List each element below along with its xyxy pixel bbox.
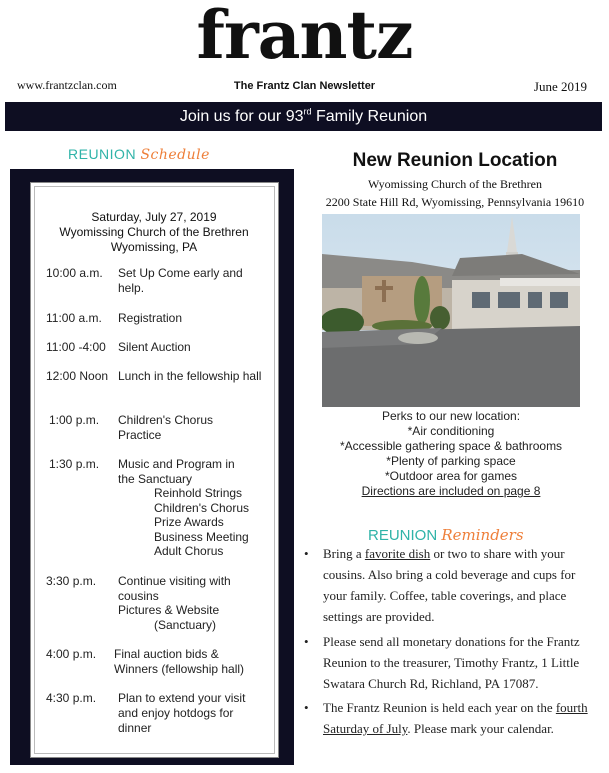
schedule-desc: Set Up Come early and help.: [118, 266, 243, 295]
reminder-text: Please send all monetary donations for the Frantz Reunion to the treasurer, Timothy Frantz, 1 Little Swatara Church Rd, Richland, PA 17087.: [323, 634, 580, 691]
schedule-desc: [118, 574, 253, 604]
schedule-event-header: [36, 210, 272, 255]
issue-date: June 2019: [533, 79, 587, 94]
reminder-item: [304, 543, 590, 627]
church-photo-illustration: [322, 214, 580, 407]
directions-link[interactable]: Directions are included on page 8: [361, 484, 541, 498]
location-title: New Reunion Location: [352, 150, 558, 171]
bullet-icon: •: [304, 634, 309, 649]
schedule-time: 4:00 p.m.: [46, 647, 97, 661]
schedule-heading-word2: Schedule: [140, 147, 210, 163]
location-address: [310, 175, 600, 211]
schedule-heading-word1: REUNION: [68, 146, 137, 162]
schedule-time: 10:00 a.m.: [46, 266, 103, 280]
newsletter-title: frantz: [196, 0, 413, 74]
location-perks: [322, 409, 580, 499]
banner-text-end: Family Reunion: [311, 108, 428, 125]
schedule-desc-extra: (Sanctuary): [154, 618, 217, 632]
schedule-desc: Registration: [118, 311, 183, 325]
bullet-icon: •: [304, 700, 309, 715]
banner-text: Join us for our 93: [179, 108, 304, 125]
venue-name: Wyomissing Church of the Brethren: [368, 177, 542, 191]
venue-street: 2200 State Hill Rd, Wyomissing, Pennsylvania 19610: [325, 195, 585, 209]
reminders-heading: [368, 526, 524, 544]
schedule-desc: Music and Program in the Sanctuary: [118, 457, 235, 486]
reminder-item: [304, 631, 590, 694]
schedule-time: 12:00 Noon: [46, 369, 109, 383]
schedule-desc: Lunch in the fellowship hall: [118, 369, 262, 383]
reminder-item: [304, 697, 590, 760]
schedule-time: 1:00 p.m.: [49, 413, 100, 427]
program-item: Prize Awards: [154, 515, 224, 529]
schedule-desc: Silent Auction: [118, 340, 191, 354]
fourth-saturday-text: fourth Saturday of July: [323, 700, 588, 736]
reminder-text: [323, 697, 589, 739]
favorite-dish-link: favorite dish: [364, 546, 431, 561]
reminder-text-a: Bring a: [323, 546, 365, 561]
program-item: Adult Chorus: [154, 544, 224, 558]
schedule-heading: [68, 146, 210, 163]
schedule-time: 3:30 p.m.: [46, 574, 97, 588]
website-link[interactable]: www.frantzclan.com: [17, 78, 117, 92]
event-city: Wyomissing, PA: [110, 240, 198, 254]
perks-heading: Perks to our new location:: [381, 409, 521, 423]
schedule-desc-text: Continue visiting with cousins: [118, 574, 231, 603]
perk-item: *Air conditioning: [407, 424, 495, 438]
schedule-time: 1:30 p.m.: [49, 457, 100, 471]
banner-ordinal: rd: [303, 106, 312, 117]
schedule-time: 11:00 -4:00: [46, 340, 106, 354]
perk-item: *Plenty of parking space: [386, 454, 516, 468]
perk-item: *Outdoor area for games: [384, 469, 518, 483]
schedule-time: 4:30 p.m.: [46, 691, 97, 705]
perk-item: *Accessible gathering space & bathrooms: [339, 439, 563, 453]
reminder-text: [323, 543, 589, 627]
church-photo: [322, 214, 580, 407]
event-venue: Wyomissing Church of the Brethren: [59, 225, 249, 239]
schedule-desc-extra: Pictures & Website: [118, 603, 220, 617]
reminders-heading-word2: Reminders: [441, 526, 524, 544]
reminders-heading-word1: REUNION: [368, 527, 438, 544]
program-item: Reinhold Strings: [154, 486, 243, 500]
schedule-time: 11:00 a.m.: [46, 311, 102, 325]
newsletter-subtitle: The Frantz Clan Newsletter: [233, 80, 376, 92]
schedule-desc: Final auction bids & Winners (fellowship hall): [114, 647, 245, 676]
reminder-text-a: The Frantz Reunion is held each year on the: [323, 700, 556, 715]
schedule-desc: Plan to extend your visit and enjoy hotdogs for dinner: [118, 691, 246, 735]
reminder-text-b: or two to share with your cousins. Also bring a cold beverage and cups for your family. Coffee, table coverings, and place settings are provided.: [323, 546, 576, 624]
schedule-desc: Children's Chorus Practice: [118, 413, 213, 442]
bullet-icon: •: [304, 546, 309, 561]
program-item: Children's Chorus: [154, 501, 249, 515]
reunion-banner: [5, 102, 602, 131]
program-item: Business Meeting: [154, 530, 249, 544]
event-date: Saturday, July 27, 2019: [91, 210, 217, 224]
reminder-text-b: . Please mark your calendar.: [407, 721, 554, 736]
